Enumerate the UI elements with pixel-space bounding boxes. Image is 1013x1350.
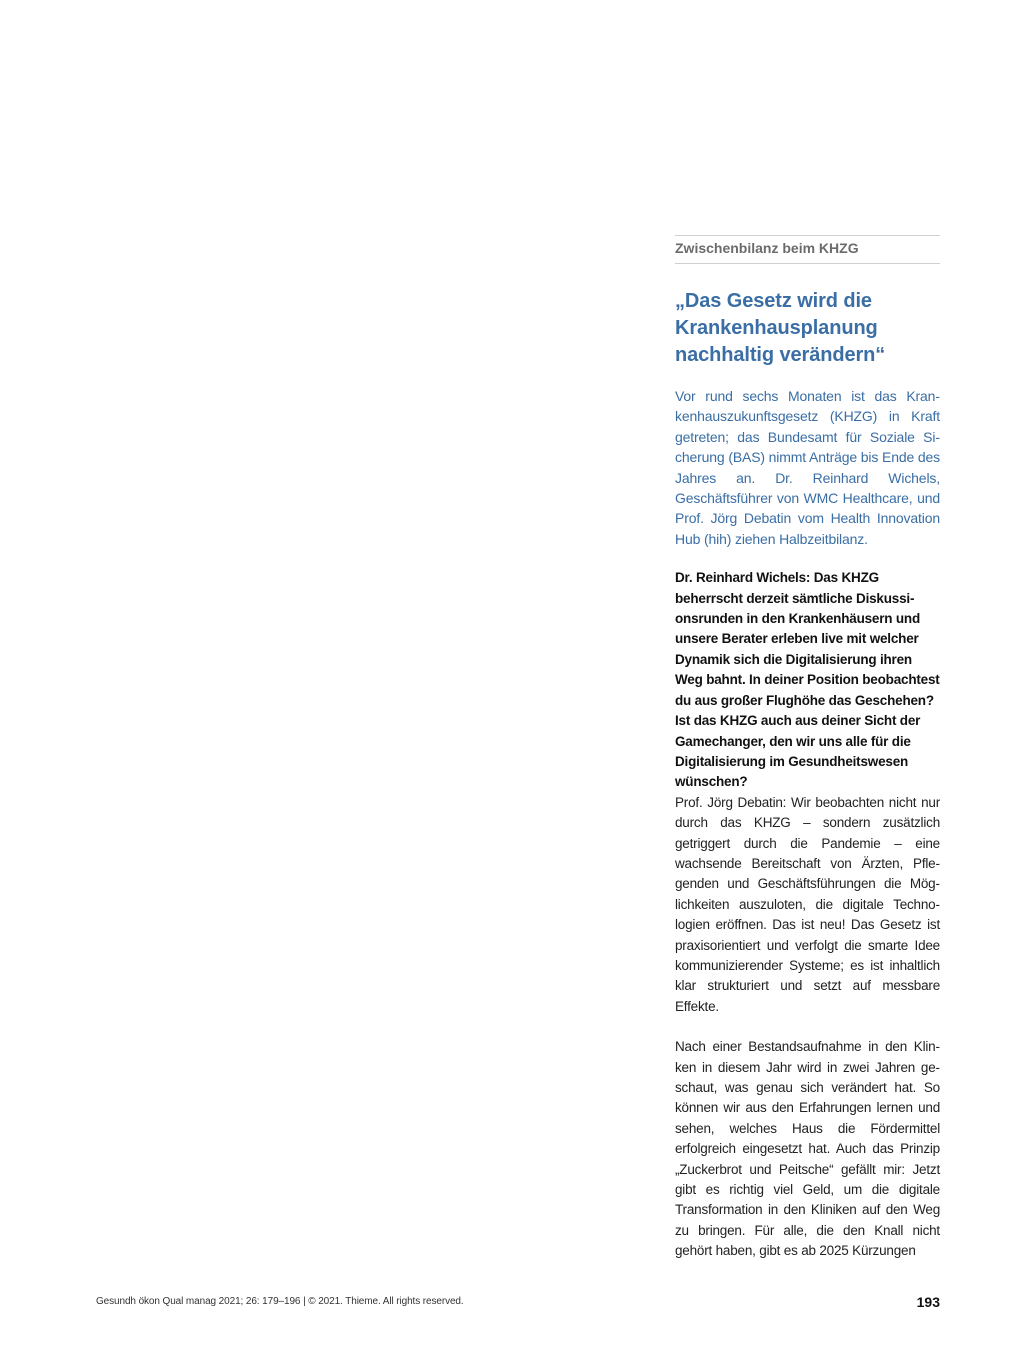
interview-question: Dr. Reinhard Wichels: Das KHZG beherrscht derzeit sämtliche Diskussionsrunden in den Krankenhäusern und unsere Berater erleben live mit welcher Dynamik sich die Digitalisierung ihren Weg bahnt. In deiner Position beobachtest du aus großer Flughöhe das Geschehen? Ist das KHZG auch aus deiner Sicht der Gamechanger, den wir uns alle für die Digitalisierung im Gesundheitswesen wünschen? xyxy=(675,570,940,790)
article-column xyxy=(675,235,940,1262)
interview-answer: Prof. Jörg Debatin: Wir beobachten nicht nur durch das KHZG – sondern zusätzlich getriggert durch die Pandemie – eine wachsende Bereitschaft von Ärzten, Pflegenden und Geschäftsführungen die Möglichkeiten auszuloten, die digitale Technologien eröffnen. Das ist neu! Das Gesetz ist praxisorientiert und verfolgt die smarte Idee kommunizierender Systeme; es ist inhaltlich klar strukturiert und setzt auf messbare Effekte. xyxy=(675,794,940,1014)
article-headline: „Das Gesetz wird die Krankenhausplanung nachhaltig verändern“ xyxy=(675,290,886,366)
article-lead: Vor rund sechs Monaten ist das Krankenhauszukunftsgesetz (KHZG) in Kraft getreten; das Bundesamt für Soziale Sicherung (BAS) nimmt Anträge bis Ende des Jahres an. Dr. Reinhard Wichels, Geschäftsführer von WMC Healthcare, und Prof. Jörg Debatin vom Health Innovation Hub (hih) ziehen Halbzeitbilanz. xyxy=(675,388,940,547)
footer-citation: Gesundh ökon Qual manag 2021; 26: 179–196 | © 2021. Thieme. All rights reserved. xyxy=(96,1296,464,1307)
page-number: 193 xyxy=(916,1294,940,1310)
section-rubric: Zwischenbilanz beim KHZG xyxy=(675,235,940,264)
interview-answer-continued: Nach einer Bestandsaufnahme in den Klinken in diesem Jahr wird in zwei Jahren geschaut, was genau sich verändert hat. So können wir aus den Erfahrungen lernen und sehen, welches Haus die Fördermittel erfolgreich eingesetzt hat. Auch das Prinzip „Zuckerbrot und Peitsche“ gefällt mir: Jetzt gibt es richtig viel Geld, um die digitale Transformation in den Kliniken auf den Weg zu bringen. Für alle, die den Knall nicht gehört haben, gibt es ab 2025 Kürzungen xyxy=(675,1039,940,1259)
